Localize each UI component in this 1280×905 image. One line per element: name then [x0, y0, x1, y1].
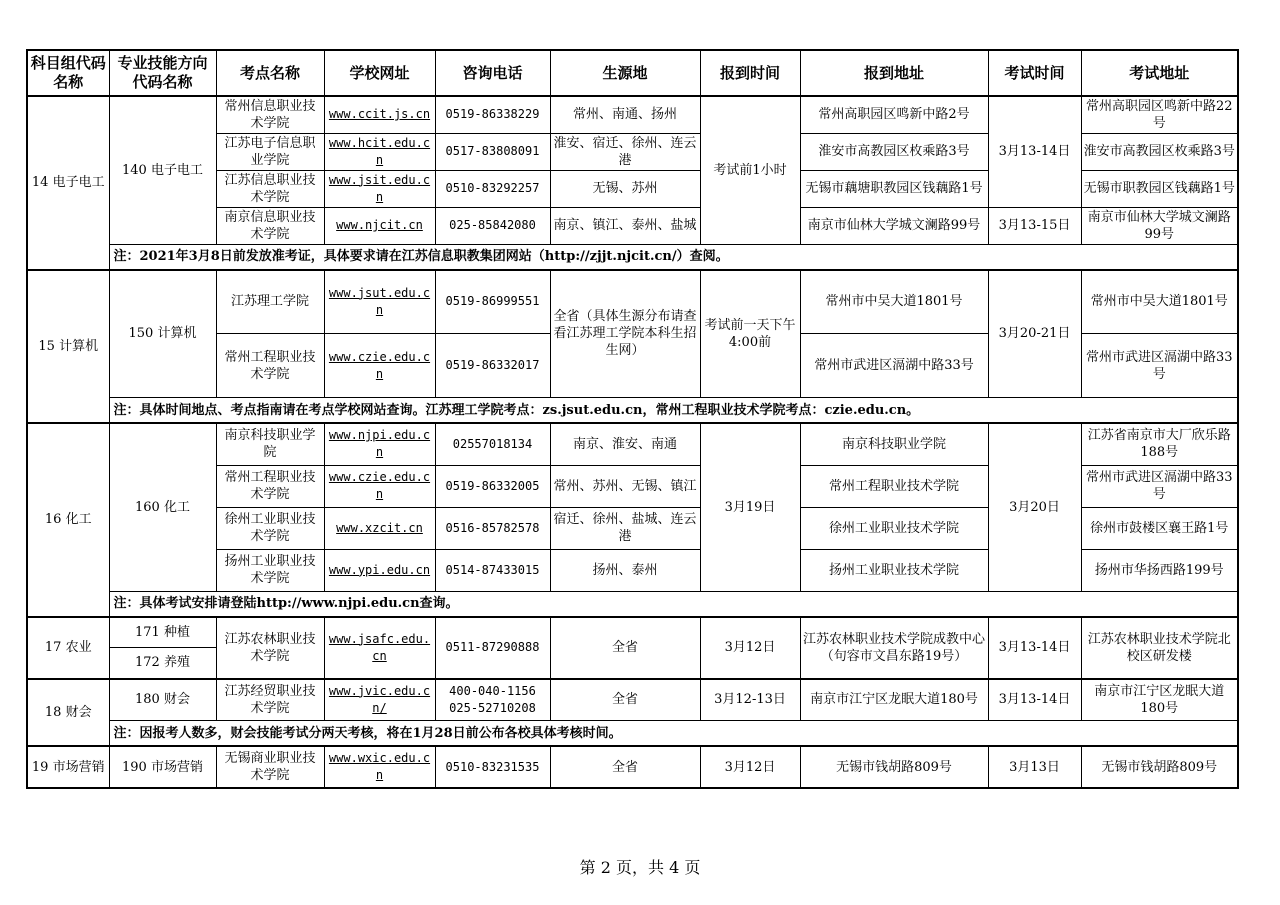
subject-cell: 14 电子电工 — [27, 96, 109, 270]
table-row — [27, 617, 1238, 648]
origin-cell: 常州、苏州、无锡、镇江 — [550, 465, 700, 507]
phone-cell: 0511-87290888 — [435, 617, 550, 679]
site-cell: 江苏电子信息职业学院 — [216, 133, 324, 170]
origin-cell: 扬州、泰州 — [550, 549, 700, 591]
header-phone: 咨询电话 — [435, 50, 550, 96]
note-row — [27, 721, 1238, 747]
origin-cell: 淮安、宿迁、徐州、连云港 — [550, 133, 700, 170]
site-cell: 常州工程职业技术学院 — [216, 465, 324, 507]
exam-addr-cell: 常州市中吴大道1801号 — [1081, 270, 1238, 334]
exam-time-cell: 3月20-21日 — [988, 270, 1081, 398]
header-row — [27, 50, 1238, 96]
phone-cell: 02557018134 — [435, 423, 550, 465]
table-row — [27, 270, 1238, 334]
table-row — [27, 423, 1238, 465]
phone-cell: 0519-86332005 — [435, 465, 550, 507]
exam-addr-cell: 无锡市钱胡路809号 — [1081, 746, 1238, 788]
origin-cell: 全省 — [550, 617, 700, 679]
school-url-link[interactable]: www.jsut.edu.cn — [324, 270, 435, 334]
school-url-link[interactable]: www.jvic.edu.cn/ — [324, 679, 435, 721]
exam-schedule-table — [26, 49, 1239, 789]
site-cell: 扬州工业职业技术学院 — [216, 549, 324, 591]
direction-cell: 150 计算机 — [109, 270, 216, 398]
origin-cell: 全省 — [550, 746, 700, 788]
site-cell: 常州信息职业技术学院 — [216, 96, 324, 133]
note-row — [27, 398, 1238, 424]
site-cell: 徐州工业职业技术学院 — [216, 507, 324, 549]
reg-addr-cell: 徐州工业职业技术学院 — [800, 507, 988, 549]
table-row — [27, 679, 1238, 721]
phone-cell: 0516-85782578 — [435, 507, 550, 549]
school-url-link[interactable]: www.xzcit.cn — [324, 507, 435, 549]
origin-cell: 无锡、苏州 — [550, 170, 700, 207]
header-exam-time: 考试时间 — [988, 50, 1081, 96]
phone-cell: 0514-87433015 — [435, 549, 550, 591]
header-origin: 生源地 — [550, 50, 700, 96]
subject-cell: 17 农业 — [27, 617, 109, 679]
origin-cell: 全省 — [550, 679, 700, 721]
subject-cell: 15 计算机 — [27, 270, 109, 424]
reg-addr-cell: 无锡市藕塘职教园区钱藕路1号 — [800, 170, 988, 207]
phone-cell: 0519-86332017 — [435, 334, 550, 398]
reg-addr-cell: 淮安市高教园区枚乘路3号 — [800, 133, 988, 170]
exam-addr-cell: 南京市仙林大学城文澜路99号 — [1081, 207, 1238, 244]
reg-addr-cell: 无锡市钱胡路809号 — [800, 746, 988, 788]
header-reg-addr: 报到地址 — [800, 50, 988, 96]
school-url-link[interactable]: www.jsit.edu.cn — [324, 170, 435, 207]
phone-cell: 0519-86999551 — [435, 270, 550, 334]
site-cell: 常州工程职业技术学院 — [216, 334, 324, 398]
reg-time-cell: 3月12-13日 — [700, 679, 800, 721]
exam-addr-cell: 常州高职园区鸣新中路22号 — [1081, 96, 1238, 133]
origin-cell: 常州、南通、扬州 — [550, 96, 700, 133]
exam-addr-cell: 扬州市华扬西路199号 — [1081, 549, 1238, 591]
exam-addr-cell: 常州市武进区滆湖中路33号 — [1081, 465, 1238, 507]
note-text: 注：2021年3月8日前发放准考证，具体要求请在江苏信息职教集团网站（http://zjjt.njcit.cn/）查阅。 — [109, 244, 1238, 270]
reg-addr-cell: 南京市江宁区龙眠大道180号 — [800, 679, 988, 721]
site-cell: 江苏经贸职业技术学院 — [216, 679, 324, 721]
reg-addr-cell: 常州高职园区鸣新中路2号 — [800, 96, 988, 133]
subject-cell: 16 化工 — [27, 423, 109, 617]
site-cell: 无锡商业职业技术学院 — [216, 746, 324, 788]
exam-addr-cell: 徐州市鼓楼区襄王路1号 — [1081, 507, 1238, 549]
phone-cell: 025-85842080 — [435, 207, 550, 244]
note-row — [27, 244, 1238, 270]
origin-cell: 宿迁、徐州、盐城、连云港 — [550, 507, 700, 549]
exam-time-cell: 3月13-14日 — [988, 617, 1081, 679]
reg-time-cell: 3月12日 — [700, 617, 800, 679]
origin-cell: 南京、镇江、泰州、盐城 — [550, 207, 700, 244]
school-url-link[interactable]: www.wxic.edu.cn — [324, 746, 435, 788]
school-url-link[interactable]: www.czie.edu.cn — [324, 334, 435, 398]
school-url-link[interactable]: www.ypi.edu.cn — [324, 549, 435, 591]
reg-time-cell: 3月19日 — [700, 423, 800, 591]
reg-addr-cell: 常州市中吴大道1801号 — [800, 270, 988, 334]
school-url-link[interactable]: www.ccit.js.cn — [324, 96, 435, 133]
table-row — [27, 96, 1238, 133]
direction-cell: 160 化工 — [109, 423, 216, 591]
school-url-link[interactable]: www.czie.edu.cn — [324, 465, 435, 507]
direction-cell: 180 财会 — [109, 679, 216, 721]
reg-addr-cell: 常州市武进区滆湖中路33号 — [800, 334, 988, 398]
phone-cell: 0510-83231535 — [435, 746, 550, 788]
reg-time-cell: 考试前1小时 — [700, 96, 800, 244]
school-url-link[interactable]: www.hcit.edu.cn — [324, 133, 435, 170]
site-cell: 江苏理工学院 — [216, 270, 324, 334]
reg-addr-cell: 江苏农林职业技术学院成教中心（句容市文昌东路19号） — [800, 617, 988, 679]
reg-addr-cell: 常州工程职业技术学院 — [800, 465, 988, 507]
phone-cell: 0519-86338229 — [435, 96, 550, 133]
site-cell: 江苏农林职业技术学院 — [216, 617, 324, 679]
header-subject: 科目组代码名称 — [27, 50, 109, 96]
note-row — [27, 591, 1238, 617]
phone-cell: 400-040-1156 025-52710208 — [435, 679, 550, 721]
exam-addr-cell: 淮安市高教园区枚乘路3号 — [1081, 133, 1238, 170]
exam-time-cell: 3月20日 — [988, 423, 1081, 591]
reg-addr-cell: 南京市仙林大学城文澜路99号 — [800, 207, 988, 244]
exam-addr-cell: 江苏省南京市大厂欣乐路188号 — [1081, 423, 1238, 465]
direction-cell: 171 种植 — [109, 617, 216, 648]
exam-time-cell: 3月13-14日 — [988, 96, 1081, 207]
site-cell: 南京科技职业学院 — [216, 423, 324, 465]
header-site: 考点名称 — [216, 50, 324, 96]
site-cell: 南京信息职业技术学院 — [216, 207, 324, 244]
reg-addr-cell: 南京科技职业学院 — [800, 423, 988, 465]
school-url-link[interactable]: www.njcit.cn — [324, 207, 435, 244]
exam-time-cell: 3月13日 — [988, 746, 1081, 788]
reg-time-cell: 3月12日 — [700, 746, 800, 788]
direction-cell: 172 养殖 — [109, 648, 216, 679]
direction-cell: 190 市场营销 — [109, 746, 216, 788]
phone-cell: 0517-83808091 — [435, 133, 550, 170]
exam-addr-cell: 江苏农林职业技术学院北校区研发楼 — [1081, 617, 1238, 679]
header-reg-time: 报到时间 — [700, 50, 800, 96]
direction-cell: 140 电子电工 — [109, 96, 216, 244]
subject-cell: 18 财会 — [27, 679, 109, 747]
site-cell: 江苏信息职业技术学院 — [216, 170, 324, 207]
exam-addr-cell: 无锡市职教园区钱藕路1号 — [1081, 170, 1238, 207]
origin-cell: 南京、淮安、南通 — [550, 423, 700, 465]
exam-addr-cell: 南京市江宁区龙眠大道180号 — [1081, 679, 1238, 721]
page-footer: 第 2 页，共 4 页 — [579, 858, 701, 877]
school-url-link[interactable]: www.njpi.edu.cn — [324, 423, 435, 465]
note-text: 注：具体考试安排请登陆http://www.njpi.edu.cn查询。 — [109, 591, 1238, 617]
header-url: 学校网址 — [324, 50, 435, 96]
note-text: 注：具体时间地点、考点指南请在考点学校网站查询。江苏理工学院考点：zs.jsut.edu.cn，常州工程职业技术学院考点：czie.edu.cn。 — [109, 398, 1238, 424]
reg-addr-cell: 扬州工业职业技术学院 — [800, 549, 988, 591]
exam-addr-cell: 常州市武进区滆湖中路33号 — [1081, 334, 1238, 398]
exam-time-cell: 3月13-14日 — [988, 679, 1081, 721]
header-exam-addr: 考试地址 — [1081, 50, 1238, 96]
subject-cell: 19 市场营销 — [27, 746, 109, 788]
reg-time-cell: 考试前一天下午4:00前 — [700, 270, 800, 398]
school-url-link[interactable]: www.jsafc.edu.cn — [324, 617, 435, 679]
exam-time-cell: 3月13-15日 — [988, 207, 1081, 244]
header-direction: 专业技能方向代码名称 — [109, 50, 216, 96]
origin-cell: 全省（具体生源分布请查看江苏理工学院本科生招生网） — [550, 270, 700, 398]
table-row — [27, 746, 1238, 788]
note-text: 注：因报考人数多，财会技能考试分两天考核，将在1月28日前公布各校具体考核时间。 — [109, 721, 1238, 747]
phone-cell: 0510-83292257 — [435, 170, 550, 207]
